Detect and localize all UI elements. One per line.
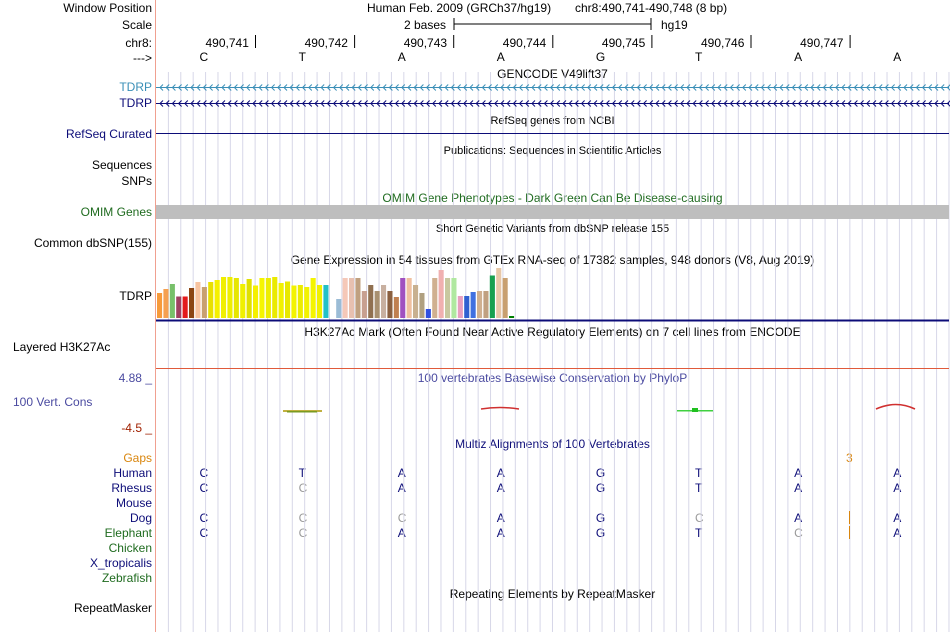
gaps-label[interactable]: Gaps: [123, 451, 152, 465]
aligned-base: A: [893, 511, 902, 525]
gtex-track-title: Gene Expression in 54 tissues from GTEx RNA-seq of 17382 samples, 948 donors (V8, Aug 2019): [290, 253, 815, 267]
scale-label: Scale: [121, 18, 152, 32]
gtex-track-label[interactable]: TDRP: [119, 289, 152, 303]
gtex-tissue-bar: [279, 283, 284, 318]
phylop-max-label: 4.88 _: [118, 371, 152, 385]
aligned-base: C: [199, 481, 209, 495]
reference-base: T: [695, 50, 703, 64]
gtex-tissue-bar: [368, 285, 373, 318]
reference-base: T: [298, 50, 306, 64]
aligned-base: A: [397, 481, 406, 495]
publications-sequences-label[interactable]: Sequences: [91, 158, 152, 172]
aligned-base: C: [695, 511, 704, 525]
phylop-track-title: 100 vertebrates Basewise Conservation by PhyloP: [417, 371, 688, 385]
gtex-tissue-bar: [183, 297, 188, 319]
publications-snps-label[interactable]: SNPs: [121, 174, 152, 188]
gtex-tissue-bar: [208, 282, 213, 318]
gtex-tissue-bar: [317, 285, 322, 318]
aligned-base: G: [595, 481, 606, 495]
phylop-mark: [287, 411, 317, 413]
gtex-tissue-bar: [336, 299, 341, 318]
aligned-base: A: [794, 511, 803, 525]
aligned-base: A: [893, 481, 902, 495]
h3k27ac-track-label[interactable]: Layered H3K27Ac: [13, 340, 111, 354]
reference-base: G: [595, 50, 606, 64]
phylop-track-label[interactable]: 100 Vert. Cons: [13, 395, 93, 409]
gtex-tissue-bar: [291, 286, 296, 319]
scale-db: hg19: [661, 18, 688, 32]
gtex-tissue-bar: [426, 309, 431, 318]
aligned-base: A: [893, 526, 902, 540]
strand-label: --->: [133, 51, 152, 65]
gencode-item-2-label[interactable]: TDRP: [119, 96, 152, 110]
phylop-mark: [876, 405, 915, 410]
gtex-tissue-bar: [464, 296, 469, 318]
aligned-base: C: [794, 526, 803, 540]
aligned-base: C: [397, 511, 407, 525]
position-label: 490,747: [800, 36, 844, 50]
gtex-tissue-bar: [304, 287, 309, 318]
gtex-tissue-bar: [202, 287, 207, 318]
h3k27ac-track-title: H3K27Ac Mark (Often Found Near Active Regulatory Elements) on 7 cell lines from ENCODE: [304, 325, 801, 339]
position-label: 490,745: [601, 36, 646, 50]
aligned-base: T: [695, 526, 703, 540]
phylop-graph: [283, 405, 915, 413]
gtex-tissue-bar: [490, 276, 495, 319]
omim-gene-bar: [156, 205, 949, 219]
gtex-tissue-bar: [387, 291, 392, 318]
gtex-tissue-bar: [343, 278, 348, 318]
gtex-tissue-bar: [413, 285, 418, 318]
reference-base: A: [397, 50, 406, 64]
gtex-tissue-bar: [272, 277, 277, 318]
scale-value: 2 bases: [404, 18, 447, 32]
species-label[interactable]: Elephant: [104, 526, 152, 540]
position-label: 490,744: [502, 36, 547, 50]
gtex-tissue-bar: [483, 291, 488, 318]
gtex-tissue-bar: [439, 270, 444, 318]
aligned-base: C: [298, 481, 308, 495]
gencode-track-title: GENCODE V49lift37: [497, 67, 608, 81]
gtex-tissue-bar: [227, 277, 232, 318]
aligned-base: A: [397, 526, 406, 540]
gtex-tissue-bar: [349, 278, 354, 318]
gtex-bar-chart: [157, 268, 514, 318]
gtex-tissue-bar: [503, 278, 508, 318]
window-position-value: chr8:490,741-490,748 (8 bp): [575, 1, 728, 15]
gtex-tissue-bar: [323, 285, 328, 318]
multiz-track-title: Multiz Alignments of 100 Vertebrates: [455, 437, 650, 451]
species-label[interactable]: Zebrafish: [101, 571, 152, 585]
reference-base: C: [199, 50, 209, 64]
gtex-tissue-bar: [311, 278, 316, 318]
gtex-tissue-bar: [509, 316, 514, 318]
repeatmasker-track-title: Repeating Elements by RepeatMasker: [449, 587, 656, 601]
gtex-tissue-bar: [253, 286, 258, 319]
species-label[interactable]: Dog: [129, 511, 152, 525]
gencode-transcript-1: [156, 85, 950, 91]
aligned-base: G: [595, 526, 606, 540]
repeatmasker-track-label[interactable]: RepeatMasker: [73, 601, 152, 615]
species-label[interactable]: X_tropicalis: [89, 556, 152, 570]
reference-base: A: [496, 50, 505, 64]
gtex-tissue-bar: [157, 293, 162, 318]
reference-base: A: [893, 50, 902, 64]
omim-track-label[interactable]: OMIM Genes: [80, 205, 152, 219]
chromosome-label: chr8:: [125, 36, 152, 50]
gtex-tissue-bar: [432, 278, 437, 318]
gtex-tissue-bar: [266, 278, 271, 318]
aligned-base: C: [199, 511, 209, 525]
gtex-tissue-bar: [240, 284, 245, 318]
aligned-base: C: [199, 526, 209, 540]
aligned-base: T: [298, 466, 306, 480]
aligned-base: C: [199, 466, 209, 480]
gtex-tissue-bar: [375, 291, 380, 318]
window-position-label: Window Position: [63, 1, 152, 15]
gtex-tissue-bar: [298, 285, 303, 318]
gtex-tissue-bar: [471, 292, 476, 318]
gtex-tissue-bar: [170, 284, 175, 318]
aligned-base: A: [794, 466, 803, 480]
gtex-tissue-bar: [221, 277, 226, 318]
aligned-base: A: [893, 466, 902, 480]
gtex-tissue-bar: [400, 278, 405, 318]
aligned-base: T: [695, 481, 703, 495]
gtex-tissue-bar: [215, 280, 220, 318]
aligned-base: A: [794, 481, 803, 495]
gtex-tissue-bar: [195, 282, 200, 318]
species-label[interactable]: Mouse: [115, 496, 152, 510]
aligned-base: A: [496, 526, 505, 540]
gtex-tissue-bar: [234, 278, 239, 318]
gap-count: 3: [846, 451, 853, 465]
gtex-tissue-bar: [176, 297, 181, 319]
aligned-base: A: [496, 511, 505, 525]
gtex-tissue-bar: [451, 278, 456, 318]
aligned-base: A: [496, 466, 505, 480]
aligned-base: A: [496, 481, 505, 495]
gtex-tissue-bar: [445, 278, 450, 318]
gtex-tissue-bar: [419, 293, 424, 318]
gtex-tissue-bar: [477, 291, 482, 318]
gtex-tissue-bar: [163, 289, 168, 318]
publications-track-title: Publications: Sequences in Scientific Articles: [443, 145, 662, 157]
dbsnp-track-title: Short Genetic Variants from dbSNP release 155: [435, 223, 670, 235]
position-label: 490,743: [403, 36, 448, 50]
phylop-min-label: -4.5 _: [121, 421, 152, 435]
position-label: 490,742: [304, 36, 348, 50]
aligned-base: G: [595, 466, 606, 480]
gencode-item-1-label[interactable]: TDRP: [119, 80, 152, 94]
omim-track-title: OMIM Gene Phenotypes - Dark Green Can Be Disease-causing: [382, 191, 723, 205]
refseq-track-label[interactable]: RefSeq Curated: [65, 127, 152, 141]
aligned-base: A: [397, 466, 406, 480]
gtex-tissue-bar: [189, 288, 194, 318]
gtex-tissue-bar: [355, 278, 360, 318]
gtex-tissue-bar: [247, 279, 252, 318]
species-label[interactable]: Rhesus: [111, 481, 152, 495]
gtex-tissue-bar: [259, 278, 264, 318]
gtex-tissue-bar: [496, 268, 501, 318]
species-label[interactable]: Chicken: [108, 541, 152, 555]
aligned-base: G: [595, 511, 606, 525]
position-label: 490,741: [205, 36, 249, 50]
gtex-tissue-bar: [285, 282, 290, 319]
dbsnp-track-label[interactable]: Common dbSNP(155): [33, 236, 152, 250]
gtex-tissue-bar: [394, 297, 399, 318]
grid-lines: [168, 72, 949, 632]
assembly-title: Human Feb. 2009 (GRCh37/hg19): [367, 1, 552, 15]
gtex-tissue-bar: [381, 285, 386, 318]
gtex-tissue-bar: [362, 291, 367, 318]
phylop-mark: [692, 408, 698, 412]
position-label: 490,746: [701, 36, 745, 50]
refseq-track-title: RefSeq genes from NCBI: [490, 115, 615, 127]
gtex-tissue-bar: [458, 296, 463, 318]
aligned-base: C: [298, 526, 308, 540]
species-label[interactable]: Human: [113, 466, 152, 480]
gtex-tissue-bar: [407, 278, 412, 318]
aligned-base: T: [695, 466, 703, 480]
aligned-base: C: [298, 511, 308, 525]
phylop-mark: [481, 408, 519, 410]
gencode-transcript-2: [156, 101, 950, 107]
reference-base: A: [794, 50, 803, 64]
